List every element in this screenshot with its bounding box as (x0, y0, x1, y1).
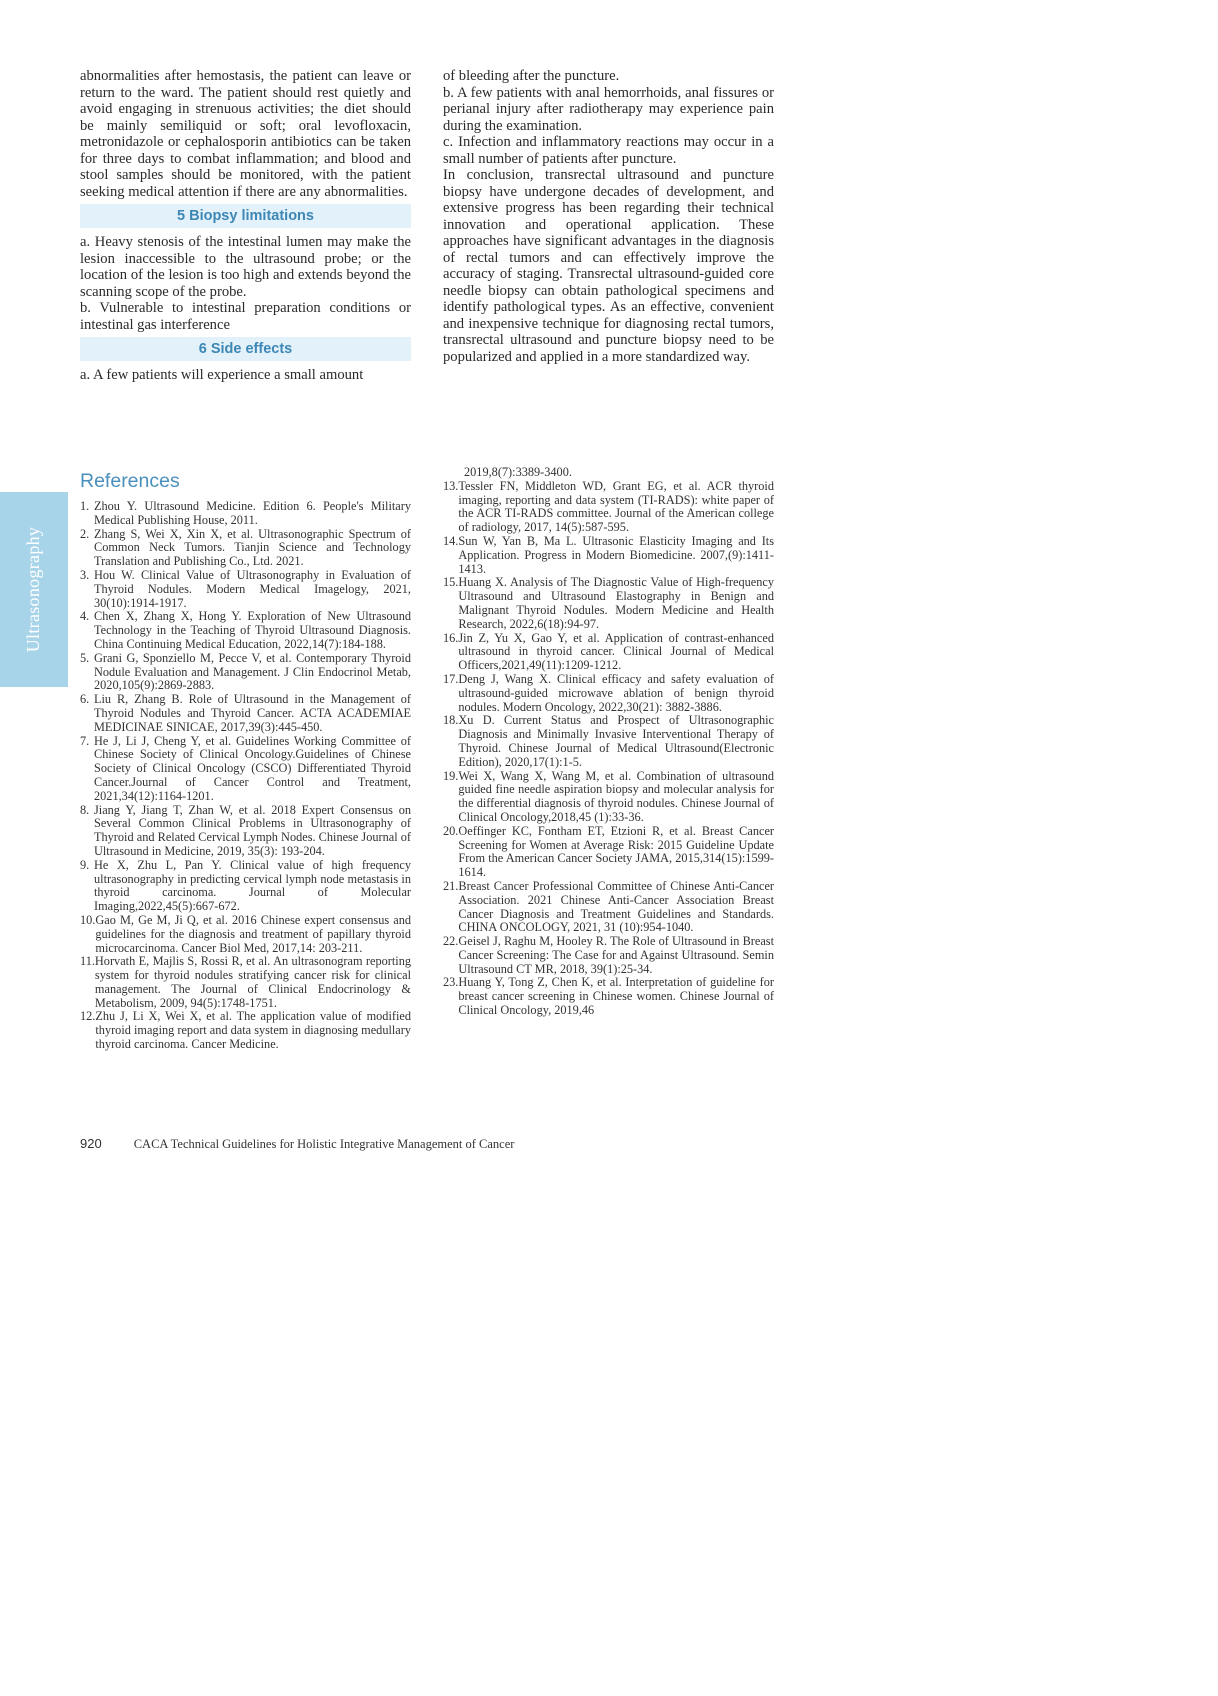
reference-item: 6. Liu R, Zhang B. Role of Ultrasound in the Management of Thyroid Nodules and Thyroid Cancer. ACTA ACADEMIAE MEDICINAE SINICAE, 2017,39(3):445-450. (80, 692, 411, 734)
references-title: References (80, 470, 180, 492)
page-footer (80, 1136, 514, 1152)
reference-item: 22. Geisel J, Raghu M, Hooley R. The Role of Ultrasound in Breast Cancer Screening: The Case for and Against Ultrasound. Semin Ultrasound CT MR, 2018, 39(1):25-34. (443, 934, 774, 976)
section-heading-side-effects: 6 Side effects (80, 337, 411, 361)
reference-item: 20. Oeffinger KC, Fontham ET, Etzioni R, et al. Breast Cancer Screening for Women at Average Risk: 2015 Guideline Update From the American Cancer Society JAMA, 2015,314(15):1599-1614. (443, 823, 774, 880)
reference-item: 4. Chen X, Zhang X, Hong Y. Exploration of New Ultrasound Technology in the Teaching of Thyroid Ultrasound Diagnosis. China Continuing Medical Education, 2022,14(7):184-188. (80, 609, 411, 651)
reference-item: 19. Wei X, Wang X, Wang M, et al. Combination of ultrasound guided fine needle aspiration biopsy and molecular analysis for the differential diagnosis of thyroid nodules. Chinese Journal of Clinical Oncology,2018,45 (1):33-36. (443, 768, 774, 824)
reference-item: 21. Breast Cancer Professional Committee of Chinese Anti-Cancer Association. 2021 Chinese Anti-Cancer Association Breast Cancer Diagnosis and Treatment Guidelines and Standards. CHINA ONCOLOGY, 2021, 31 (10):954-1040. (443, 878, 774, 935)
reference-item: 14. Sun W, Yan B, Ma L. Ultrasonic Elasticity Imaging and Its Application. Progress in Modern Biomedicine. 2007,(9):1411-1413. (443, 533, 774, 576)
section5-item: b. Vulnerable to intestinal preparation conditions or intestinal gas interference (80, 300, 411, 333)
right-body-column (443, 68, 774, 365)
reference-item: 3. Hou W. Clinical Value of Ultrasonography in Evaluation of Thyroid Nodules. Modern Medical Imagelogy, 2021, 30(10):1914-1917. (80, 567, 411, 610)
paragraph: b. A few patients with anal hemorrhoids, anal fissures or perianal injury after radiotherapy may experience pain during the examination. (443, 84, 774, 134)
references-list-right (443, 466, 774, 1018)
paragraph: of bleeding after the puncture. (443, 68, 620, 84)
reference-item: 8. Jiang Y, Jiang T, Zhan W, et al. 2018 Expert Consensus on Several Common Clinical Problems in Ultrasonography of Thyroid and Related Cervical Lymph Nodes. Chinese Journal of Ultrasound in Medicine, 2019, 35(3): 193-204. (80, 802, 411, 858)
reference-item: 23. Huang Y, Tong Z, Chen K, et al. Interpretation of guideline for breast cancer screening in Chinese women. Chinese Journal of Clinical Oncology, 2019,46 (443, 975, 774, 1018)
reference-item: 13. Tessler FN, Middleton WD, Grant EG, et al. ACR thyroid imaging, reporting and data system (TI-RADS): white paper of the ACR TI-RADS committee. Journal of the American college of radiology, 2017, 14(5):587-595. (443, 478, 774, 535)
reference-item: 7. He J, Li J, Cheng Y, et al. Guidelines Working Committee of Chinese Society of Clinical Oncology.Guidelines of Chinese Society of Clinical Oncology (CSCO) Differentiated Thyroid Cancer.Journal of Cancer Control and Treatment, 2021,34(12):1164-1201. (80, 733, 411, 803)
page-number: 920 (80, 1136, 102, 1151)
section6-item: a. A few patients will experience a small amount (80, 367, 364, 383)
reference-item: 18. Xu D. Current Status and Prospect of Ultrasonographic Diagnosis and Minimally Invasive Interventional Therapy of Thyroid. Chinese Journal of Medical Ultrasound(Electronic Edition), 2020,17(1):1-5. (443, 713, 774, 769)
conclusion-paragraph: In conclusion, transrectal ultrasound and puncture biopsy have undergone decades of development, and extensive progress has been regarding their technical innovation and operational application. These approaches have significant advantages in the diagnosis of rectal tumors and can effectively improve the accuracy of staging. Transrectal ultrasound-guided core needle biopsy can obtain pathological specimens and identify pathological types. As an effective, convenient and inexpensive technique for diagnosing rectal tumors, transrectal ultrasound and puncture biopsy need to be popularized and applied in a more standardized way. (443, 167, 774, 365)
reference-item: 16. Jin Z, Yu X, Gao Y, et al. Application of contrast-enhanced ultrasound in thyroid cancer. Clinical Journal of Medical Officers,2021,49(11):1209-1212. (443, 630, 774, 673)
reference-item: 12. Zhu J, Li X, Wei X, et al. The application value of modified thyroid imaging report and data system in diagnosing medullary thyroid carcinoma. Cancer Medicine. (80, 1009, 411, 1052)
section5-item: a. Heavy stenosis of the intestinal lumen may make the lesion inaccessible to the ultrasound probe; or the location of the lesion is too high and extends beyond the scanning scope of the probe. (80, 234, 411, 300)
reference-item: 15. Huang X. Analysis of The Diagnostic Value of High-frequency Ultrasound and Ultrasound Elastography in Benign and Malignant Thyroid Nodules. Modern Medicine and Health Research, 2022,6(18):94-97. (443, 575, 774, 631)
reference-item: 11. Horvath E, Majlis S, Rossi R, et al. An ultrasonogram reporting system for thyroid nodules stratifying cancer risk for clinical management. The Journal of Clinical Endocrinology & Metabolism, 2009, 94(5):1748-1751. (80, 954, 411, 1010)
reference-item: 2. Zhang S, Wei X, Xin X, et al. Ultrasonographic Spectrum of Common Neck Tumors. Tianjin Science and Technology Translation and Publishing Co., Ltd. 2021. (80, 526, 411, 569)
reference-continuation: 2019,8(7):3389-3400. (464, 465, 572, 479)
reference-item: 5. Grani G, Sponziello M, Pecce V, et al. Contemporary Thyroid Nodule Evaluation and Management. J Clin Endocrinol Metab, 2020,105(9):2869-2883. (80, 650, 411, 693)
running-footer-title: CACA Technical Guidelines for Holistic Integrative Management of Cancer (133, 1137, 515, 1151)
intro-paragraph: abnormalities after hemostasis, the patient can leave or return to the ward. The patient should rest quietly and avoid engaging in strenuous activities; the diet should be mainly semiliquid or soft; oral levofloxacin, metronidazole or cephalosporin antibiotics can be taken for three days to combat inflammation; and blood and stool samples should be monitored, with the patient seeking medical attention if there are any abnormalities. (80, 68, 411, 200)
side-section-tab (0, 492, 68, 687)
paragraph: c. Infection and inflammatory reactions may occur in a small number of patients after puncture. (443, 134, 774, 167)
section-heading-biopsy-limitations: 5 Biopsy limitations (80, 204, 411, 228)
side-section-label: Ultrasonography (23, 526, 44, 653)
left-body-column (80, 68, 411, 384)
reference-item: 10. Gao M, Ge M, Ji Q, et al. 2016 Chinese expert consensus and guidelines for the diagnosis and treatment of papillary thyroid microcarcinoma. Cancer Biol Med, 2017,14: 203-211. (80, 912, 411, 955)
reference-item: 1. Zhou Y. Ultrasound Medicine. Edition 6. People's Military Medical Publishing House, 2011. (80, 499, 411, 527)
references-list-left (80, 500, 411, 1052)
reference-item: 17. Deng J, Wang X. Clinical efficacy and safety evaluation of ultrasound-guided microwave ablation of benign thyroid nodules. Modern Oncology, 2022,30(21): 3882-3886. (443, 671, 774, 714)
reference-item: 9. He X, Zhu L, Pan Y. Clinical value of high frequency ultrasonography in predicting cervical lymph node metastasis in thyroid carcinoma. Journal of Molecular Imaging,2022,45(5):667-672. (80, 857, 411, 914)
